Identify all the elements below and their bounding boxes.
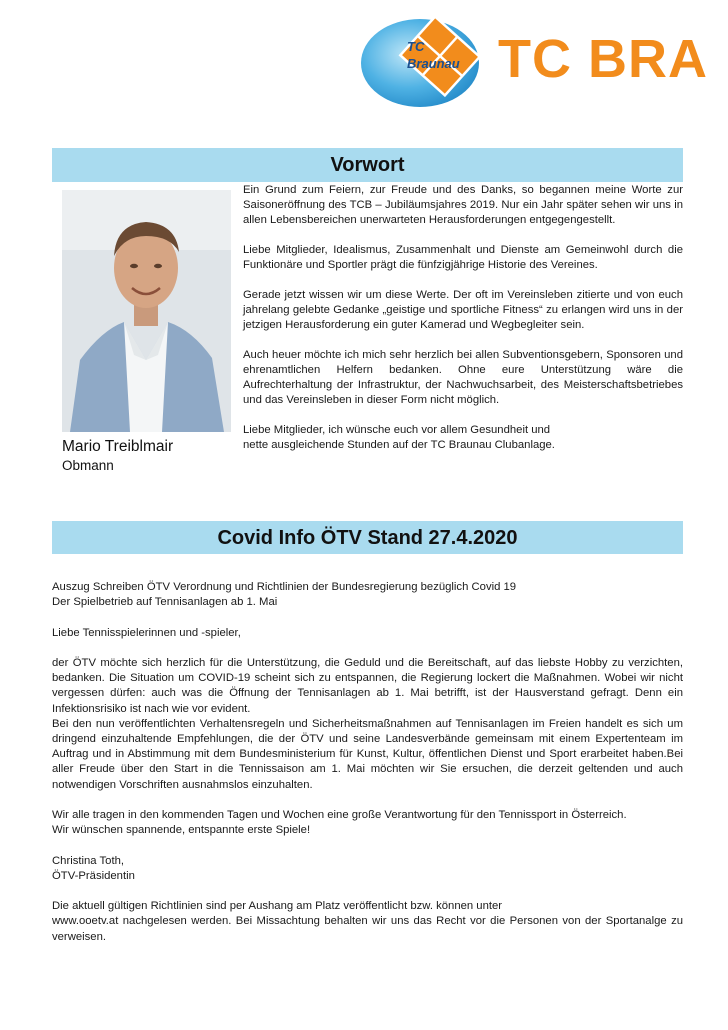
signature-name: Christina Toth, <box>52 854 125 867</box>
covid-wish <box>52 808 683 838</box>
covid-wish-line: Wir alle tragen in den kommenden Tagen und Wochen eine große Verantwortung für den Tennissport in Österreich. <box>52 809 627 821</box>
vorwort-paragraph: Liebe Mitglieder, Idealismus, Zusammenhalt und Dienste am Gemeinwohl durch die Funktionäre und Sportler prägt die fünfzigjährige Historie des Vereines. <box>243 244 683 271</box>
vorwort-heading: Vorwort <box>52 148 683 182</box>
signature-role: ÖTV-Präsidentin <box>52 869 135 882</box>
vorwort-closing-line: nette ausgleichende Stunden auf der TC Braunau Clubanlage. <box>243 439 555 451</box>
brand-title: TC BRA <box>498 29 708 89</box>
covid-heading: Covid Info ÖTV Stand 27.4.2020 <box>52 521 683 554</box>
vorwort-closing <box>243 423 683 453</box>
covid-body <box>52 580 683 960</box>
covid-wish-line: Wir wünschen spannende, entspannte erste Spiele! <box>52 824 311 837</box>
covid-paragraph: der ÖTV möchte sich herzlich für die Unterstützung, die Geduld und die Bereitschaft, auf das liebste Hobby zu verzichten, bedanken. Die Situation um COVID-19 scheint sich zu entspannen, die Regierung lockert die Maßnahmen. Wobei wir nicht vergessen dürfen: auch was die Öffnung der Tennisanlagen ab 1. Mai betrifft, ist der Hausverstand gefragt. Denn ein Infektionsrisiko ist nach wie vor evident. <box>52 656 683 715</box>
covid-intro <box>52 580 683 610</box>
vorwort-paragraph: Ein Grund zum Feiern, zur Freude und des Danks, so begannen meine Worte zur Saisoneröffnung des TCB – Jubiläumsjahres 2019. Nur ein Jahr später sehen wir uns in allen Lebensbereichen unerwarteten Herausforderungen entgegengestellt. <box>243 184 683 226</box>
covid-intro-line: Auszug Schreiben ÖTV Verordnung und Richtlinien der Bundesregierung bezüglich Covid 19 <box>52 581 517 593</box>
covid-greeting: Liebe Tennisspielerinnen und -spieler, <box>52 626 241 639</box>
logo-text-tc: TC <box>407 39 425 54</box>
logo-text-braunau: Braunau <box>407 56 460 71</box>
covid-footer-line: Die aktuell gültigen Richtlinien sind per Aushang am Platz veröffentlicht bzw. können unter <box>52 900 503 913</box>
covid-footer-line: www.ooetv.at nachgelesen werden. Bei Missachtung behalten wir uns das Recht vor die Personen von der Sportanalge zu verweisen. <box>52 915 683 943</box>
portrait-caption-name: Mario Treiblmair <box>62 438 174 455</box>
vorwort-paragraph: Auch heuer möchte ich mich sehr herzlich bei allen Subventionsgebern, Sponsoren und ehrenamtlichen Helfern bedanken. Ohne eure Unterstützung wäre die Aufrechterhaltung der Infrastruktur, der Nachwuchsarbeit, des Meisterschaftsbetriebes und das Vereinsleben in dieser Form nicht möglich. <box>243 349 683 406</box>
covid-paragraph: Bei den nun veröffentlichten Verhaltensregeln und Sicherheitsmaßnahmen auf Tennisanlagen im Freien handelt es sich um dringend einzuhaltende Empfehlungen, die der ÖTV und seine Landesverbände gemeinsam mit einem Expertenteam im Auftrag und in Abstimmung mit dem Bundesministerium für Kunst, Kultur, öffentlichen Dienst und Sport erarbeitet haben.Bei aller Freude über den Start in die Tennissaison am 1. Mai möchten wir Sie ersuchen, die derzeit geltenden und auch notwendigen Vorschriften ausnahmslos einzuhalten. <box>52 717 683 791</box>
covid-signature <box>52 854 683 884</box>
covid-footer <box>52 899 683 945</box>
vorwort-paragraph: Gerade jetzt wissen wir um diese Werte. Der oft im Vereinsleben zitierte und von euch jahrelang gelebte Gedanke „geistige und sportliche Fitness“ zu erlangen wird uns in der jetzigen Herausforderung ein guter Kamerad und Wegbegleiter sein. <box>243 289 683 331</box>
vorwort-closing-line: Liebe Mitglieder, ich wünsche euch vor allem Gesundheit und <box>243 424 551 436</box>
vorwort-body <box>243 183 683 453</box>
portrait-photo <box>62 190 231 432</box>
covid-intro-line: Der Spielbetrieb auf Tennisanlagen ab 1. Mai <box>52 596 278 609</box>
club-logo <box>360 18 480 108</box>
portrait-caption-role: Obmann <box>62 458 114 473</box>
